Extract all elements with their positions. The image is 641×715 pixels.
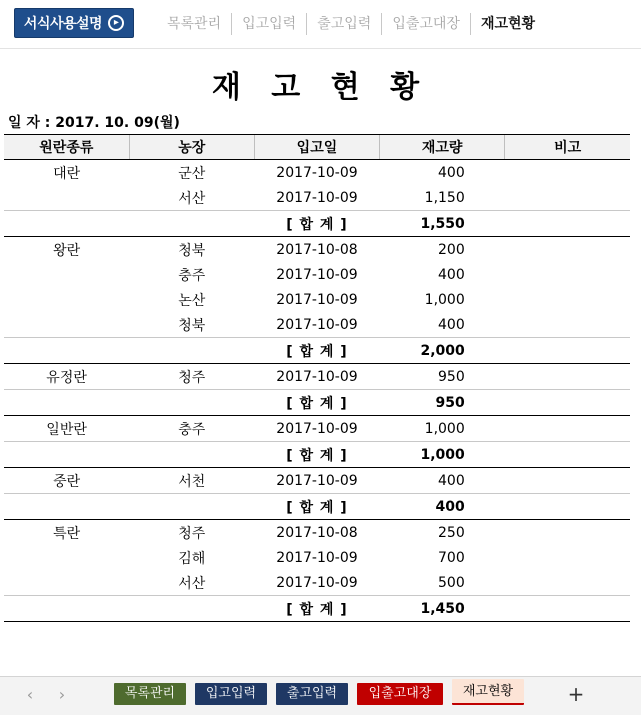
farm-cell: 서천 [178,473,206,490]
table-row [4,545,630,570]
date-cell: 2017-10-09 [276,266,358,283]
note-cell [505,237,630,263]
total-empty-cell [129,211,254,237]
total-note-cell [505,338,630,364]
qty-cell: 700 [438,549,465,566]
total-empty-cell [4,596,129,622]
qty-cell: 400 [438,472,465,489]
kind-cell: 특란 [53,525,81,542]
farm-cell: 청북 [178,242,206,259]
nav-item-list[interactable]: 목록관리 [155,13,232,35]
inventory-table [4,134,630,622]
chevron-right-icon[interactable]: › [58,685,66,704]
kind-cell [4,545,129,570]
sheet-tab-ledger[interactable]: 입출고대장 [357,683,443,705]
kind-cell: 중란 [53,473,81,490]
table-row [4,520,630,546]
total-row [4,211,630,237]
table-row [4,262,630,287]
total-row [4,596,630,622]
qty-cell: 250 [438,524,465,541]
header-note: 비고 [505,135,630,160]
date-cell: 2017-10-08 [276,524,358,541]
kind-cell: 일반란 [46,421,87,438]
farm-cell: 군산 [178,165,206,182]
header-date: 입고일 [254,135,379,160]
qty-cell: 1,000 [424,291,465,308]
kind-cell: 왕란 [53,242,81,259]
note-cell [505,520,630,546]
table-row [4,237,630,263]
total-qty: 2,000 [380,338,505,364]
total-label: [ 합 계 ] [254,390,379,416]
note-cell [505,545,630,570]
date-cell: 2017-10-09 [276,420,358,437]
farm-cell: 청북 [178,317,206,334]
table-row [4,185,630,211]
total-label: [ 합 계 ] [254,338,379,364]
note-cell [505,416,630,442]
qty-cell: 200 [438,241,465,258]
chevron-left-icon[interactable]: ‹ [26,685,34,704]
table-row [4,570,630,596]
total-empty-cell [129,494,254,520]
chevron-right-circle-icon: ▸ [108,15,124,31]
note-cell [505,160,630,186]
total-note-cell [505,494,630,520]
date-cell: 2017-10-09 [276,164,358,181]
total-row [4,390,630,416]
farm-cell: 충주 [178,421,206,438]
total-note-cell [505,442,630,468]
total-note-cell [505,390,630,416]
total-empty-cell [4,390,129,416]
total-label: [ 합 계 ] [254,596,379,622]
farm-cell: 서산 [178,190,206,207]
nav-item-inventory[interactable]: 재고현황 [480,16,536,32]
note-cell [505,312,630,338]
qty-cell: 400 [438,164,465,181]
page-title: 재 고 현 황 [211,70,430,105]
note-cell [505,287,630,312]
top-toolbar [0,0,641,49]
nav-item-inbound[interactable]: 입고입력 [232,13,307,35]
kind-cell [4,312,129,338]
note-cell [505,570,630,596]
table-header-row [4,135,630,160]
farm-cell: 논산 [178,292,206,309]
nav-item-outbound[interactable]: 출고입력 [307,13,382,35]
top-nav [155,13,545,35]
plus-icon[interactable]: + [567,682,585,706]
qty-cell: 400 [438,316,465,333]
kind-cell: 유정란 [46,369,87,386]
table-row [4,287,630,312]
qty-cell: 400 [438,266,465,283]
kind-cell [4,570,129,596]
total-qty: 1,550 [380,211,505,237]
note-cell [505,364,630,390]
table-row [4,468,630,494]
table-row [4,312,630,338]
total-empty-cell [4,442,129,468]
date-cell: 2017-10-08 [276,241,358,258]
sheet-tab-list[interactable]: 목록관리 [114,683,186,705]
qty-cell: 500 [438,574,465,591]
kind-cell [4,287,129,312]
date-label: 일 자 : 2017. 10. 09(월) [8,115,180,131]
header-qty: 재고량 [380,135,505,160]
total-empty-cell [129,390,254,416]
total-row [4,442,630,468]
total-empty-cell [129,338,254,364]
table-row [4,160,630,186]
note-cell [505,262,630,287]
total-empty-cell [4,211,129,237]
sheet-tab-outbound[interactable]: 출고입력 [276,683,348,705]
farm-cell: 청주 [178,525,206,542]
table-row [4,416,630,442]
header-farm: 농장 [129,135,254,160]
kind-cell [4,262,129,287]
kind-cell: 대란 [53,165,81,182]
total-qty: 950 [380,390,505,416]
total-label: [ 합 계 ] [254,494,379,520]
guide-button-label: 서식사용설명 [23,16,103,32]
total-label: [ 합 계 ] [254,442,379,468]
total-row [4,494,630,520]
total-label: [ 합 계 ] [254,211,379,237]
total-note-cell [505,596,630,622]
total-empty-cell [4,338,129,364]
farm-cell: 김해 [178,550,206,567]
farm-cell: 서산 [178,575,206,592]
date-cell: 2017-10-09 [276,574,358,591]
kind-cell [4,185,129,211]
sheet-tab-inbound[interactable]: 입고입력 [195,683,267,705]
date-cell: 2017-10-09 [276,472,358,489]
date-cell: 2017-10-09 [276,368,358,385]
sheet-tab-inventory[interactable]: 재고현황 [452,679,524,705]
nav-item-ledger[interactable]: 입출고대장 [382,13,471,35]
qty-cell: 950 [438,368,465,385]
total-empty-cell [4,494,129,520]
date-cell: 2017-10-09 [276,549,358,566]
total-qty: 1,450 [380,596,505,622]
qty-cell: 1,000 [424,420,465,437]
qty-cell: 1,150 [424,189,465,206]
total-row [4,338,630,364]
date-cell: 2017-10-09 [276,189,358,206]
table-row [4,364,630,390]
note-cell [505,468,630,494]
total-note-cell [505,211,630,237]
sheet-tab-bar [0,676,641,715]
farm-cell: 청주 [178,369,206,386]
header-kind: 원란종류 [4,135,129,160]
table-body [4,160,630,622]
farm-cell: 충주 [178,267,206,284]
total-empty-cell [129,596,254,622]
total-qty: 1,000 [380,442,505,468]
date-cell: 2017-10-09 [276,291,358,308]
total-qty: 400 [380,494,505,520]
note-cell [505,185,630,211]
total-empty-cell [129,442,254,468]
date-cell: 2017-10-09 [276,316,358,333]
guide-button[interactable] [14,8,134,38]
